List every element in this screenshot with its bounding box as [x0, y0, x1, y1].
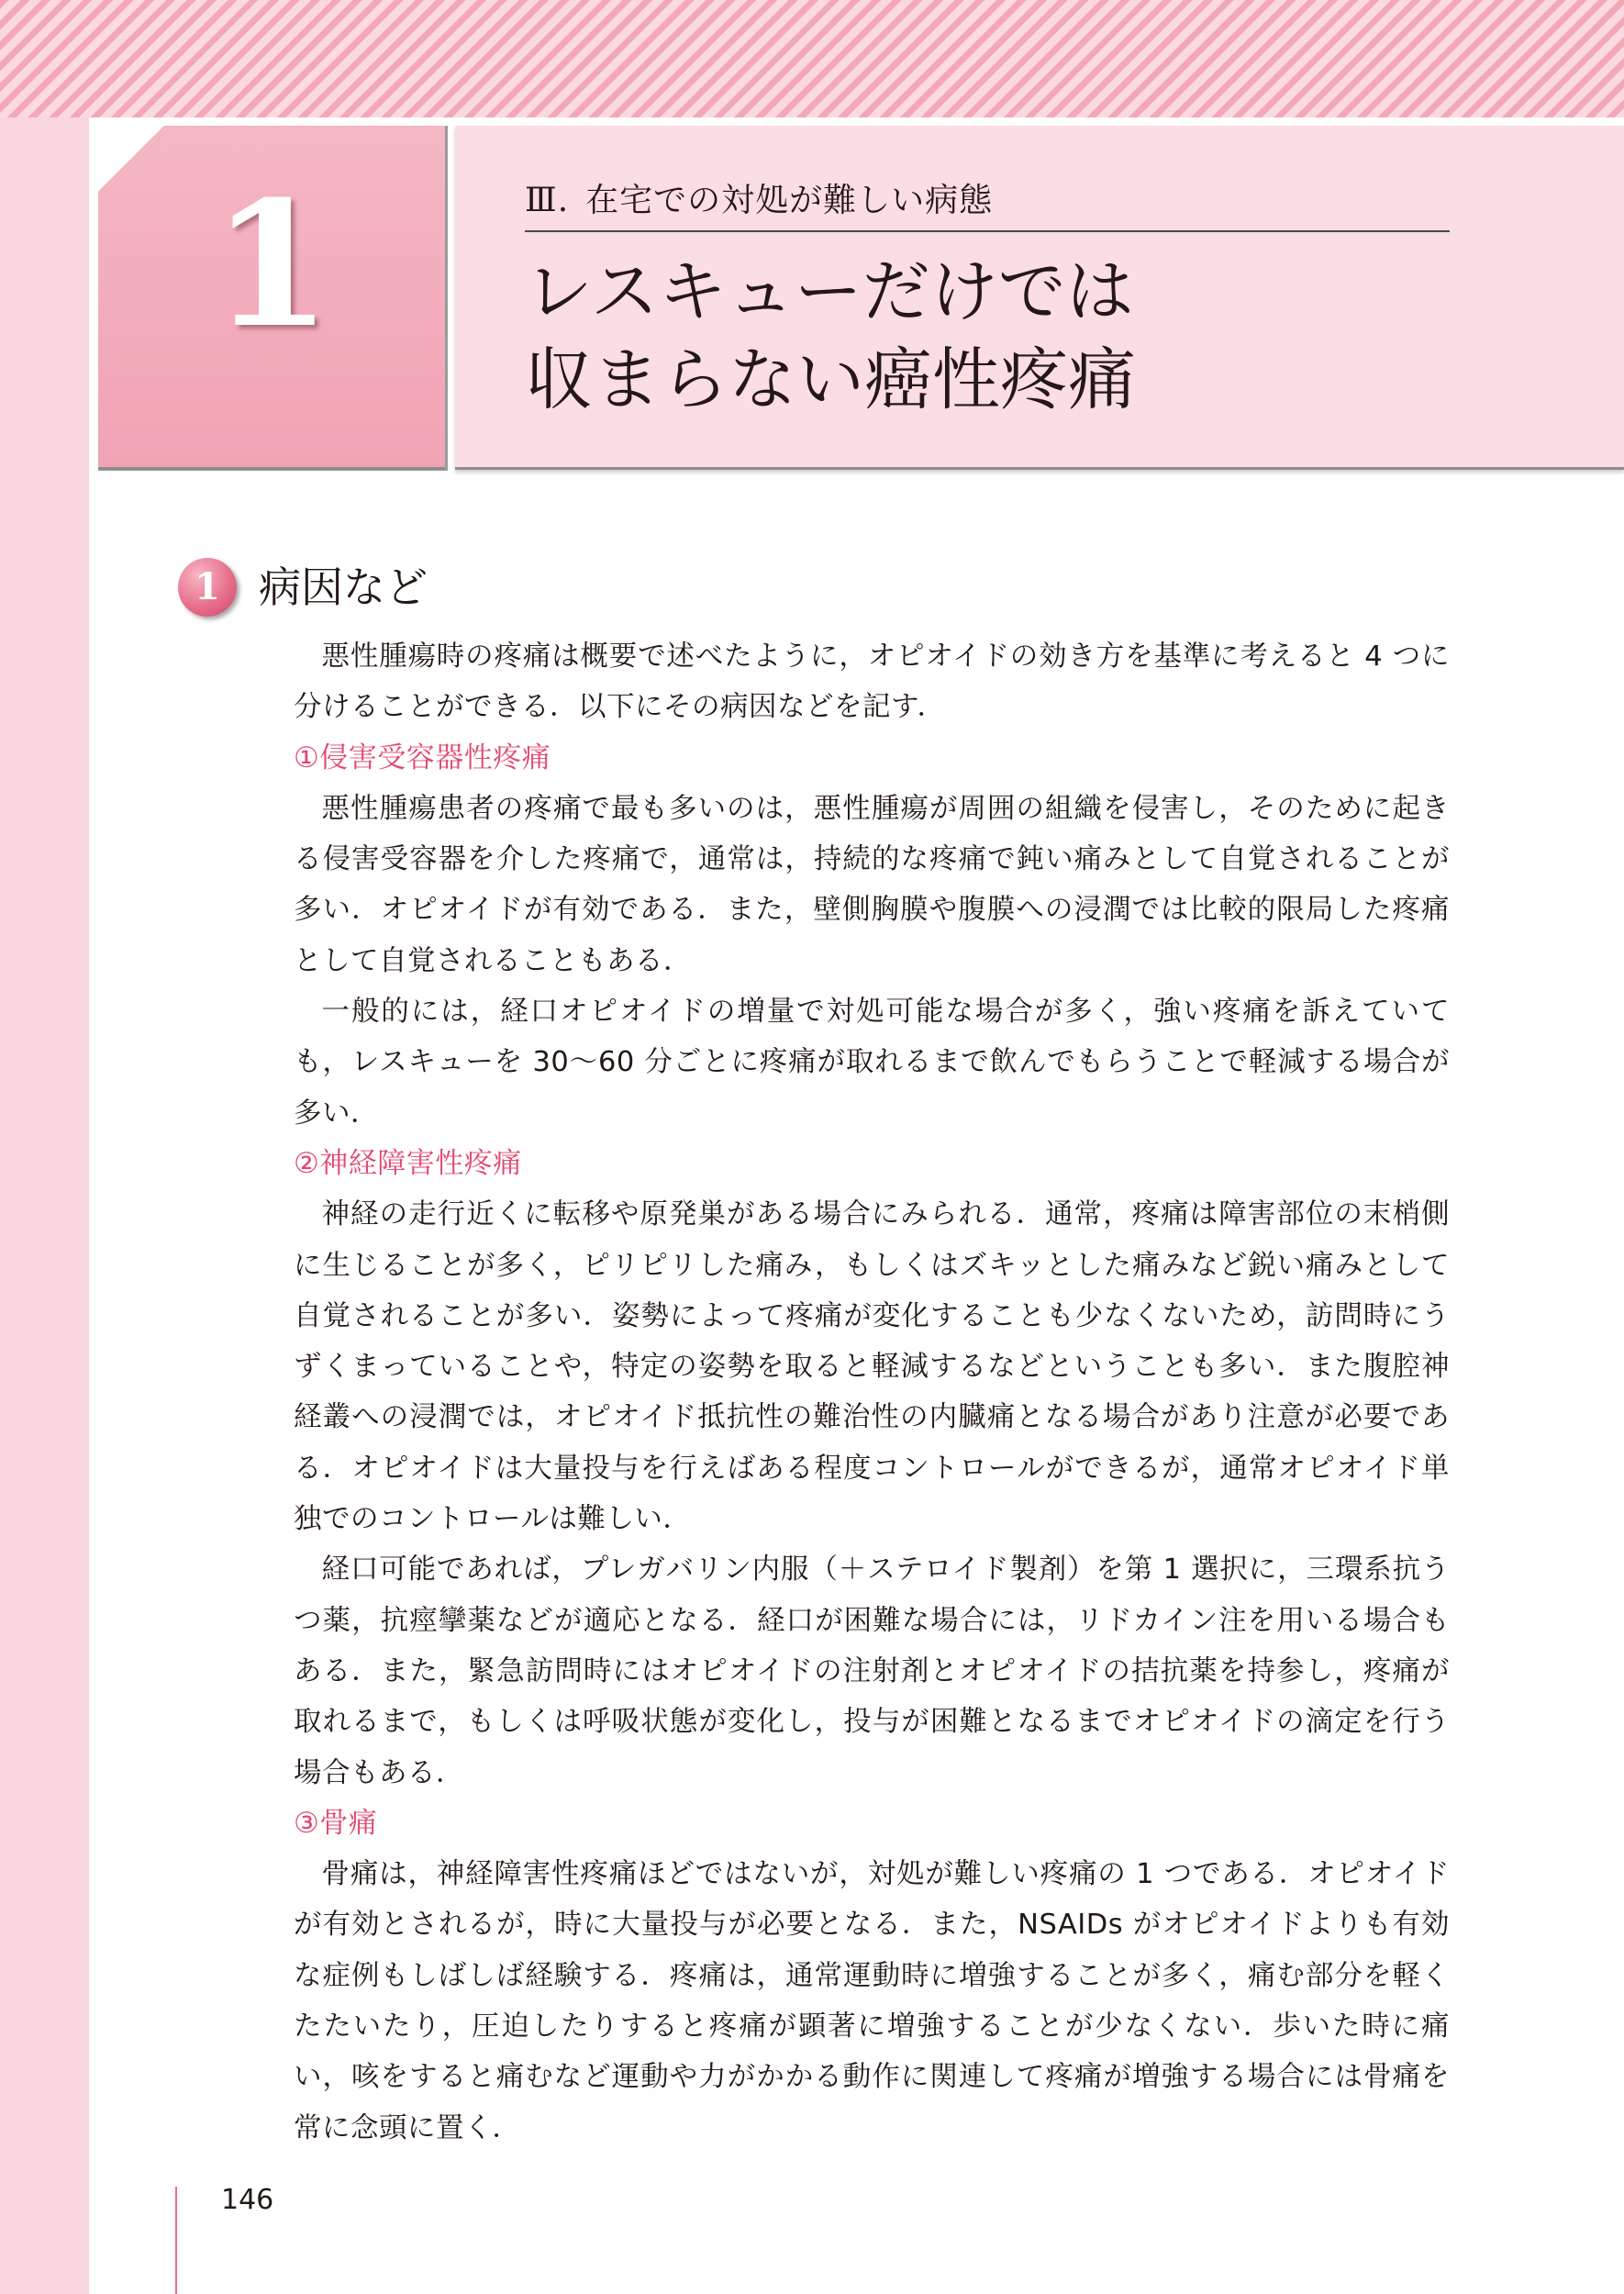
nociceptive-paragraph-1: 悪性腫瘍患者の疼痛で最も多いのは，悪性腫瘍が周囲の組織を侵害し，そのために起きる侵害受容器を介した疼痛で，通常は，持続的な疼痛で鈍い痛みとして自覚されることが多い．オピオイドが有効である．また，壁側胸膜や腹膜への浸潤では比較的限局した疼痛として自覚されることもある．	[294, 792, 1450, 977]
subheading-nociceptive: ①侵害受容器性疼痛	[294, 741, 551, 774]
section-heading: 病因など	[259, 562, 428, 612]
body-text	[294, 631, 1450, 2154]
bone-pain-paragraph: 骨痛は，神経障害性疼痛ほどではないが，対処が難しい疼痛の 1 つである．オピオイドが有効とされるが，時に大量投与が必要となる．また，NSAIDs がオピオイドよりも有効な症例もしばしば経験する．疼痛は，通常運動時に増強することが多く，痛む部分を軽くたたいたり，圧迫したりすると疼痛が顕著に増強することが少なくない．歩いた時に痛い，咳をすると痛むなど運動や力がかかる動作に関連して疼痛が増強する場合には骨痛を常に念頭に置く．	[294, 1858, 1450, 2144]
chapter-title-line2: 収まらない癌性疼痛	[525, 340, 1136, 419]
heading-number-badge: 1	[178, 558, 237, 617]
section-title: 在宅での対処が難しい病態	[585, 182, 994, 219]
subheading-bone-pain: ③骨痛	[294, 1806, 378, 1840]
top-stripe-decoration	[0, 0, 1624, 117]
chapter-number: 1	[211, 163, 332, 366]
title-divider	[525, 230, 1450, 232]
section-label	[525, 174, 993, 221]
chapter-title-line1: レスキューだけでは	[525, 252, 1134, 331]
neuropathic-paragraph-2: 経口可能であれば，プレガバリン内服（＋ステロイド製剤）を第 1 選択に，三環系抗うつ薬，抗痙攣薬などが適応となる．経口が困難な場合には，リドカイン注を用いる場合もある．また，緊急訪問時にはオピオイドの注射剤とオピオイドの拮抗薬を持参し，疼痛が取れるまで，もしくは呼吸状態が変化し，投与が困難となるまでオピオイドの滴定を行う場合もある．	[294, 1553, 1450, 1789]
neuropathic-paragraph-1: 神経の走行近くに転移や原発巣がある場合にみられる．通常，疼痛は障害部位の末梢側に生じることが多く，ピリピリした痛み，もしくはズキッとした痛みなど鋭い痛みとして自覚されることが多い．姿勢によって疼痛が変化することも少なくないため，訪問時にうずくまっていることや，特定の姿勢を取ると軽減するなどということも多い．また腹腔神経叢への浸潤では，オピオイド抵抗性の難治性の内臓痛となる場合があり注意が必要である．オピオイドは大量投与を行えばある程度コントロールができるが，通常オピオイド単独でのコントロールは難しい．	[294, 1198, 1450, 1536]
chapter-title	[525, 248, 1136, 424]
left-margin-band	[0, 117, 89, 2294]
footer-rule	[175, 2187, 177, 2294]
page-number: 146	[221, 2184, 274, 2216]
section-roman: Ⅲ.	[525, 182, 570, 219]
intro-paragraph: 悪性腫瘍時の疼痛は概要で述べたように，オピオイドの効き方を基準に考えると 4 つに分けることができる．以下にその病因などを記す．	[294, 640, 1450, 724]
subheading-neuropathic: ②神経障害性疼痛	[294, 1146, 522, 1180]
nociceptive-paragraph-2: 一般的には，経口オピオイドの増量で対処可能な場合が多く，強い疼痛を訴えていても，レスキューを 30〜60 分ごとに疼痛が取れるまで飲んでもらうことで軽減する場合が多い．	[294, 996, 1450, 1130]
